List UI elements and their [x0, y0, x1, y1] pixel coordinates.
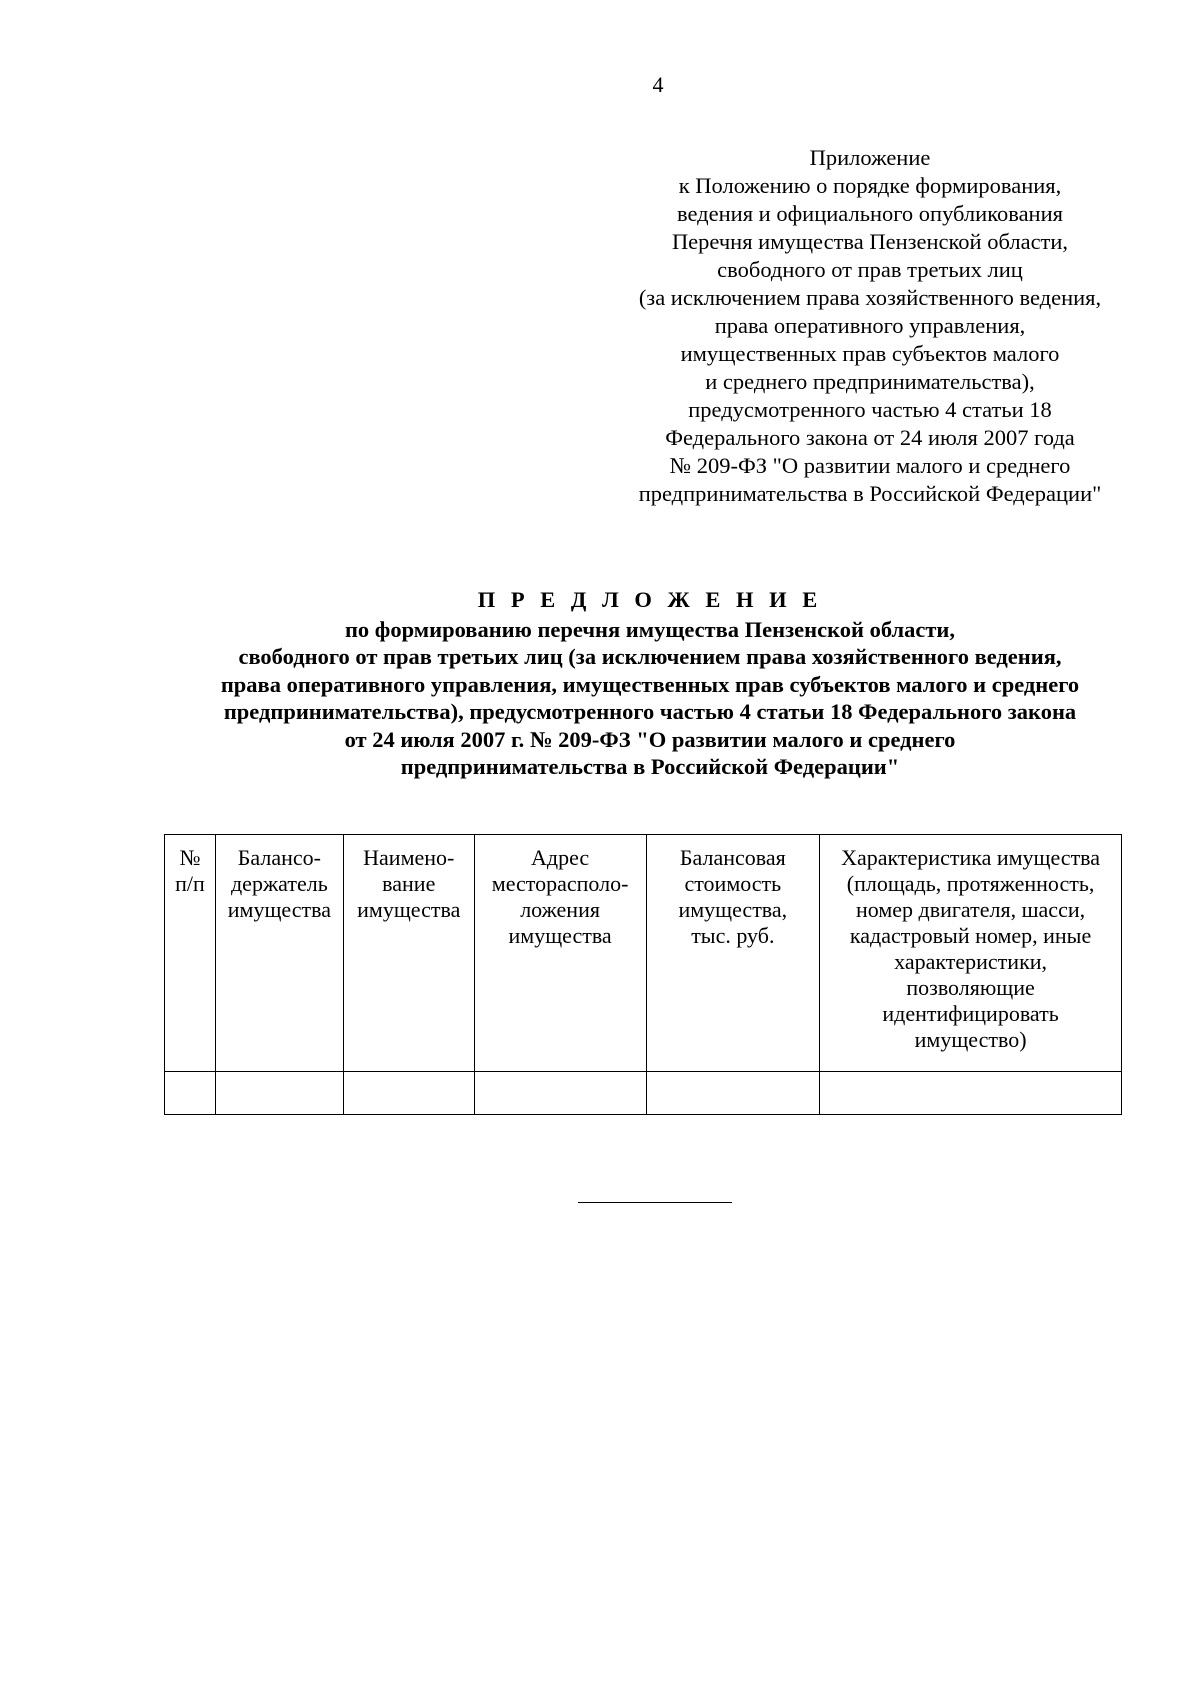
appendix-line: Приложение — [809, 145, 931, 170]
column-header-number — [165, 835, 216, 1072]
appendix-line: Перечня имущества Пензенской области, — [671, 229, 1069, 254]
appendix-line: № 209-ФЗ "О развитии малого и среднего — [669, 453, 1071, 478]
header-line: № — [179, 845, 201, 870]
header-line: имущества, — [678, 897, 788, 922]
title-heading: П Р Е Д Л О Ж Е Н И Е — [477, 587, 823, 612]
appendix-line: имущественных прав субъектов малого — [680, 341, 1060, 366]
appendix-line: права оперативного управления, — [714, 313, 1026, 338]
title-line: права оперативного управления, имущественных прав субъектов малого и среднего — [220, 671, 1080, 697]
header-line: имущества — [227, 897, 331, 922]
header-line: Наимено- — [363, 845, 455, 870]
header-line: месторасполо- — [491, 871, 629, 896]
table-cell — [165, 1072, 216, 1115]
table-cell — [820, 1072, 1122, 1115]
appendix-line: свободного от прав третьих лиц — [717, 257, 1023, 282]
appendix-line: ведения и официального опубликования — [677, 201, 1063, 226]
header-line: кадастровый номер, иные — [849, 923, 1092, 948]
property-table — [164, 834, 1122, 1115]
header-line: номер двигателя, шасси, — [856, 897, 1086, 922]
header-line: (площадь, протяженность, — [846, 871, 1095, 896]
appendix-line: предусмотренного частью 4 статьи 18 — [688, 397, 1052, 422]
header-line: имущества — [508, 923, 612, 948]
header-line: позволяющие — [906, 975, 1035, 1000]
header-line: Характеристика имущества — [841, 845, 1101, 870]
appendix-block — [620, 144, 1120, 508]
header-line: тыс. руб. — [691, 923, 775, 948]
column-header-name — [343, 835, 474, 1072]
header-line: ложения — [520, 897, 600, 922]
header-line: идентифицировать — [882, 1001, 1059, 1026]
title-line: свободного от прав третьих лиц (за исключением права хозяйственного ведения, — [238, 644, 1062, 669]
title-line: по формированию перечня имущества Пензенской области, — [344, 616, 956, 642]
header-line: характеристики, — [894, 949, 1048, 974]
column-header-book-value — [646, 835, 820, 1072]
appendix-line: и среднего предпринимательства), — [705, 369, 1035, 394]
table-cell — [474, 1072, 646, 1115]
header-line: Адрес — [531, 845, 590, 870]
page-number: 4 — [652, 72, 664, 97]
column-header-characteristics — [820, 835, 1122, 1072]
appendix-line: предпринимательства в Российской Федерации" — [638, 481, 1102, 506]
footer-divider — [578, 1202, 732, 1203]
header-line: стоимость — [684, 871, 782, 896]
document-title — [160, 586, 1140, 781]
table-cell — [343, 1072, 474, 1115]
column-header-holder — [215, 835, 343, 1072]
table-header-row — [165, 835, 1122, 1072]
header-line: Балансовая — [679, 845, 786, 870]
appendix-line: Федерального закона от 24 июля 2007 года — [665, 425, 1075, 450]
table-cell — [215, 1072, 343, 1115]
header-line: имущества — [357, 897, 461, 922]
table-cell — [646, 1072, 820, 1115]
title-line: предпринимательства), предусмотренного частью 4 статьи 18 Федерального закона — [223, 699, 1077, 724]
header-line: имущество) — [914, 1027, 1027, 1052]
appendix-line: к Положению о порядке формирования, — [678, 173, 1062, 198]
column-header-address — [474, 835, 646, 1072]
header-line: п/п — [175, 871, 205, 896]
header-line: Балансо- — [237, 845, 321, 870]
header-line: вание — [382, 871, 436, 896]
title-line: от 24 июля 2007 г. № 209-ФЗ "О развитии малого и среднего — [344, 726, 956, 752]
table-row — [165, 1072, 1122, 1115]
appendix-line: (за исключением права хозяйственного ведения, — [638, 285, 1102, 310]
header-line: держатель — [230, 871, 328, 896]
title-line: предпринимательства в Российской Федерации" — [400, 754, 900, 779]
